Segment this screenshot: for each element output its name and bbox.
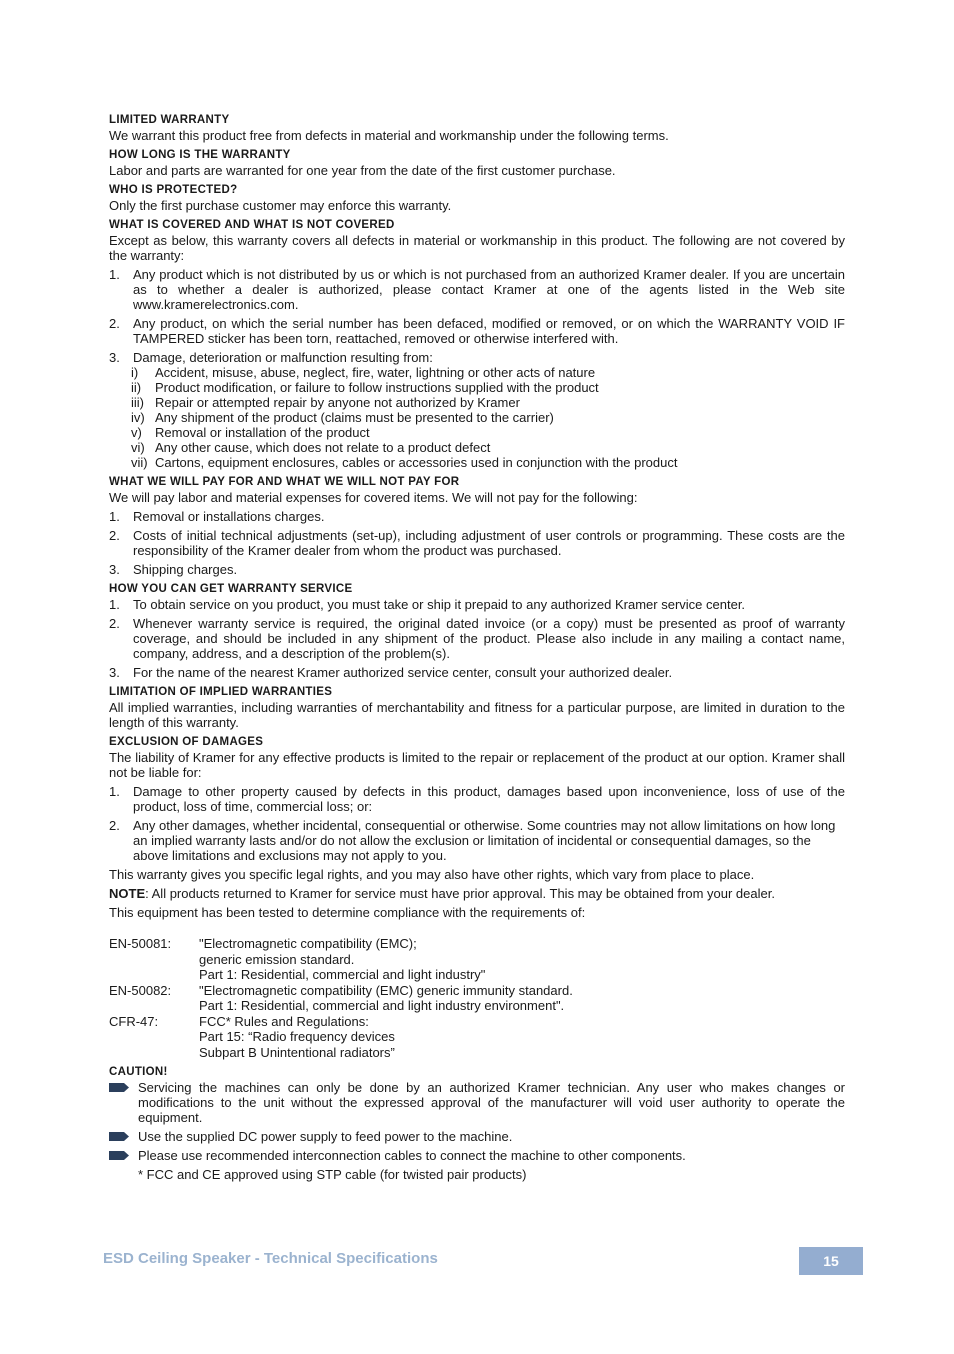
arrow-bullet-icon — [109, 1151, 129, 1160]
heading-how-long: HOW LONG IS THE WARRANTY — [109, 149, 291, 161]
pay-list — [109, 509, 845, 577]
legal-rights-text: This warranty gives you specific legal rights, and you may also have other rights, which vary from place to place. — [109, 867, 755, 882]
covered-text: Except as below, this warranty covers all defects in material or workmanship in this product. The following are not covered by the warranty: — [109, 233, 845, 263]
heading-service: HOW YOU CAN GET WARRANTY SERVICE — [109, 583, 353, 595]
list-item: 2. Any product, on which the serial number has been defaced, modified or removed, or on which the WARRANTY VOID IF TAMPERED sticker has been torn, reattached, removed or otherwise interfered with. — [109, 316, 845, 346]
pay-text: We will pay labor and material expenses for covered items. We will not pay for the following: — [109, 490, 638, 505]
list-item: 3. For the name of the nearest Kramer authorized service center, consult your authorized dealer. — [109, 665, 673, 680]
heading-exclusion: EXCLUSION OF DAMAGES — [109, 736, 264, 748]
page-number: 15 — [799, 1247, 863, 1275]
heading-caution: CAUTION! — [109, 1066, 168, 1078]
exclusion-text: The liability of Kramer for any effective products is limited to the repair or replacement of the product at our option. Kramer shall not be liable for: — [109, 750, 845, 780]
list-item: 2. Costs of initial technical adjustments (set-up), including adjustment of user controls or programming. These costs are the responsibility of the Kramer dealer from whom the product was purchased. — [109, 528, 845, 558]
list-item: iv) Any shipment of the product (claims must be presented to the carrier) — [131, 410, 554, 425]
list-item: Please use recommended interconnection cables to connect the machine to other components. — [109, 1148, 845, 1163]
page-content — [109, 112, 845, 1182]
list-item: 3. Shipping charges. — [109, 562, 238, 577]
heading-covered: WHAT IS COVERED AND WHAT IS NOT COVERED — [109, 219, 395, 231]
compliance-intro: This equipment has been tested to determine compliance with the requirements of: — [109, 905, 586, 920]
note-label: NOTE — [109, 886, 146, 901]
damage-causes-list — [109, 365, 845, 470]
list-item: vii) Cartons, equipment enclosures, cables or accessories used in conjunction with the product — [131, 455, 678, 470]
list-item: Use the supplied DC power supply to feed power to the machine. — [109, 1129, 845, 1144]
caution-list — [109, 1080, 845, 1163]
list-item: i) Accident, misuse, abuse, neglect, fire, water, lightning or other acts of nature — [131, 365, 596, 380]
arrow-bullet-icon — [109, 1132, 129, 1141]
list-item: 1. To obtain service on you product, you must take or ship it prepaid to any authorized Kramer service center. — [109, 597, 746, 612]
heading-limited-warranty: LIMITED WARRANTY — [109, 114, 230, 126]
list-item: v) Removal or installation of the product — [131, 425, 370, 440]
list-item: 1. Damage to other property caused by defects in this product, damages based upon inconvenience, loss of use of the product, loss of time, commercial loss; or: — [109, 784, 845, 814]
implied-text: All implied warranties, including warranties of merchantability and fitness for a particular purpose, are limited in duration to the length of this warranty. — [109, 700, 845, 730]
arrow-bullet-icon — [109, 1083, 129, 1092]
list-item: 2. Whenever warranty service is required, the original dated invoice (or a copy) must be presented as proof of warranty coverage, and should be included in any shipment of the product. Please also include in any mailing a contact name, company, address, and a description of the problem(s). — [109, 616, 845, 661]
standard-cfr47: CFR-47: FCC* Rules and Regulations: Part 15: “Radio frequency devices Subpart B Unintentional radiators” — [109, 1013, 395, 1060]
standard-en50082: EN-50082: "Electromagnetic compatibility (EMC) generic immunity standard. Part 1: Residential, commercial and light industry environment". — [109, 982, 573, 1013]
note-text: NOTE: All products returned to Kramer for service must have prior approval. This may be obtained from your dealer. — [109, 886, 775, 901]
heading-who-protected: WHO IS PROTECTED? — [109, 184, 238, 196]
standard-en50081: EN-50081: "Electromagnetic compatibility (EMC); generic emission standard. Part 1: Residential, commercial and light industry" — [109, 936, 486, 982]
service-list — [109, 597, 845, 680]
covered-list — [109, 267, 845, 470]
list-item: iii) Repair or attempted repair by anyone not authorized by Kramer — [131, 395, 520, 410]
fcc-footnote: * FCC and CE approved using STP cable (for twisted pair products) — [138, 1167, 527, 1182]
limited-warranty-text: We warrant this product free from defects in material and workmanship under the following terms. — [109, 128, 669, 143]
list-item: 1. Removal or installations charges. — [109, 509, 325, 524]
list-item: ii) Product modification, or failure to follow instructions supplied with the product — [131, 380, 599, 395]
how-long-text: Labor and parts are warranted for one year from the date of the first customer purchase. — [109, 163, 616, 178]
who-protected-text: Only the first purchase customer may enforce this warranty. — [109, 198, 452, 213]
list-item: vi) Any other cause, which does not relate to a product defect — [131, 440, 491, 455]
heading-implied: LIMITATION OF IMPLIED WARRANTIES — [109, 686, 333, 698]
heading-pay: WHAT WE WILL PAY FOR AND WHAT WE WILL NOT PAY FOR — [109, 476, 460, 488]
list-item: 2. Any other damages, whether incidental, consequential or otherwise. Some countries may not allow limitations on how long an implied warranty lasts and/or do not allow the exclusion or limitation of incidental or consequential damages, so the above limitations and exclusions may not apply to you. — [109, 818, 836, 863]
list-item: 1. Any product which is not distributed by us or which is not purchased from an authorized Kramer dealer. If you are uncertain as to whether a dealer is authorized, please contact Kramer at one of the agents listed in the Web site www.kramerelectronics.com. — [109, 267, 845, 312]
list-item: Servicing the machines can only be done by an authorized Kramer technician. Any user who makes changes or modifications to the unit without the expressed approval of the manufacturer will void user authority to operate the equipment. — [109, 1080, 845, 1125]
list-item: 3. Damage, deterioration or malfunction resulting from: i) Accident, misuse, abuse, neglect, fire, water, lightning or other acts of nature ii) Product modification, or failure to follow instructions supplied with the product iii) Repair or attempted repair by anyone not authorized by Kramer iv) Any shipment of the product (claims must be presented to the carrier) v) Removal or installation of the product vi) Any other cause, which does not relate to a product defect vii) Cartons, equipment enclosures, cables or accessories used in conjunction with the product — [109, 350, 845, 470]
footer-title: ESD Ceiling Speaker - Technical Specifications — [103, 1250, 438, 1267]
exclusion-list — [109, 784, 845, 863]
